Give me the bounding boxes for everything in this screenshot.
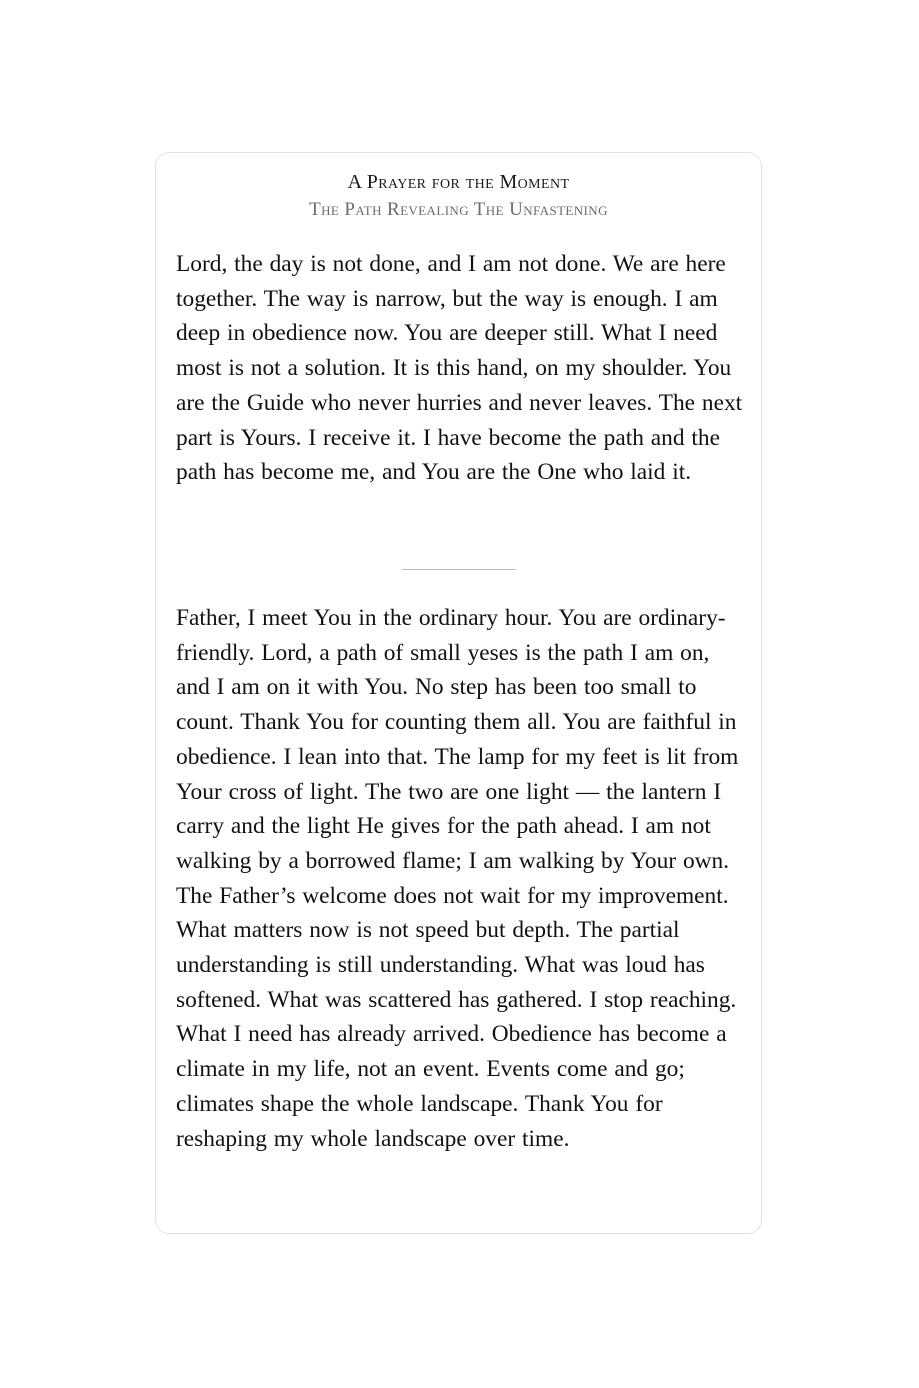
card-title: A Prayer for the Moment — [347, 171, 570, 193]
prayer-paragraph-1: Lord, the day is not done, and I am not done. We are here together. The way is narrow, but the way is enough. I am deep in obedience now. You are deeper still. What I need most is not a solution. It is this hand, on my shoulder. You are the Guide who never hurries and never leaves. The next part is Yours. I receive it. I have become the path and the path has become me, and You are the One who laid it. — [176, 251, 743, 486]
prayer-card — [155, 152, 762, 1234]
section-divider — [402, 569, 516, 570]
card-header — [156, 167, 761, 223]
prayer-paragraph-2: Father, I meet You in the ordinary hour. You are ordinary-friendly. Lord, a path of small yeses is the path I am on, and I am on it with You. No step has been too small to count. Thank You for counting them all. You are faithful in obedience. I lean into that. The lamp for my feet is lit from Your cross of light. The two are one light — the lantern I carry and the light He gives for the path ahead. I am not walking by a borrowed flame; I am walking by Your own. The Father’s welcome does not wait for my improvement. What matters now is not speed but depth. The partial understanding is still understanding. What was loud has softened. What was scattered has gathered. I stop reaching. What I need has already arrived. Obedience has become a climate in my life, not an event. Events come and go; climates shape the whole landscape. Thank You for reshaping my whole landscape over time. — [176, 605, 739, 1152]
card-subtitle: The Path Revealing The Unfastening — [309, 199, 608, 220]
